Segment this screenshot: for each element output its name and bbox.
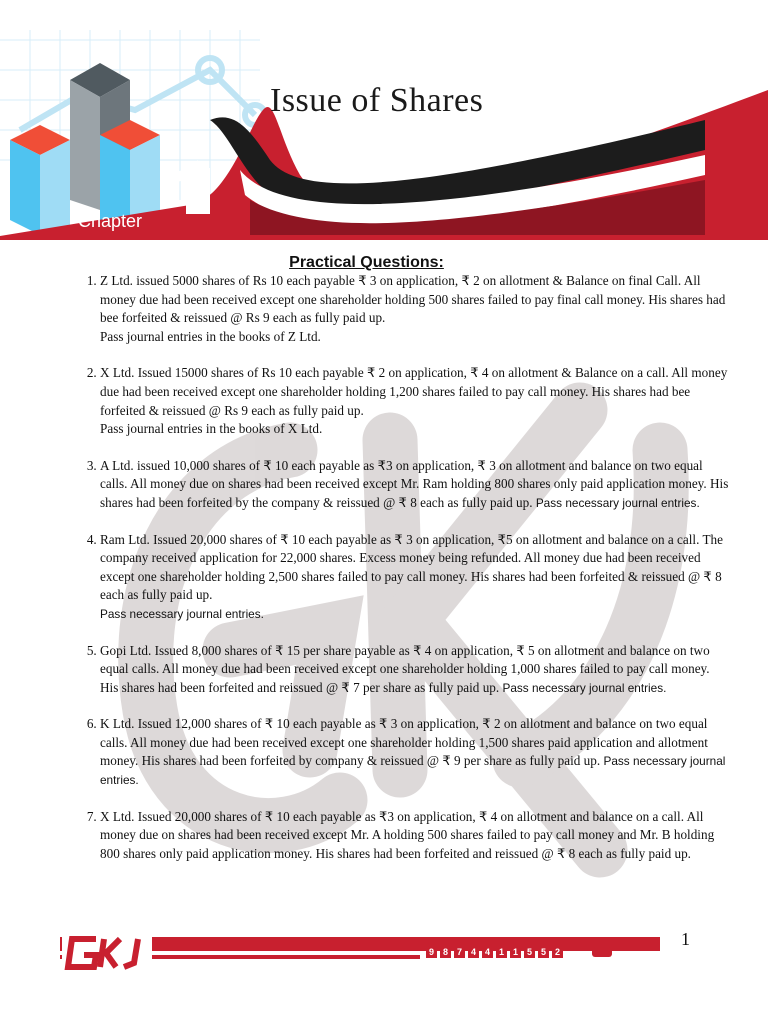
bar-chart-icon xyxy=(10,63,160,235)
phone-digit: 9 xyxy=(426,946,437,958)
section-title: Practical Questions: xyxy=(289,254,444,271)
phone-digit: 2 xyxy=(552,946,563,958)
phone-digit: 8 xyxy=(440,946,451,958)
footer-logo xyxy=(62,933,152,971)
question-text: 1. Z Ltd. issued 5000 shares of Rs 10 each payable ₹ 3 on application, ₹ 2 on allotment & Balance on final Call. All money due had been received except one shareholder holding 500 shares failed to pay final call money. His shares had bee forfeited & reissued @ Rs 9 each as fully paid up. xyxy=(100,273,726,326)
question-instruction: Pass necessary journal entries. xyxy=(535,495,700,510)
phone-number xyxy=(426,946,563,958)
phone-digit: 4 xyxy=(482,946,493,958)
chapter-label: Chapter xyxy=(78,211,143,231)
chapter-title: Issue of Shares xyxy=(270,82,484,119)
phone-digit: 7 xyxy=(454,946,465,958)
question-text: K Ltd. Issued 12,000 shares of ₹ 10 each payable as ₹ 3 on application, ₹ 2 on allotment and balance on two equal calls. All money due had been received except one shareholder holding 1,500 shares paid application and allotment money. His shares had been forfeited by company & reissued @ ₹ 9 per share as fully paid up. xyxy=(100,716,708,769)
phone-icon xyxy=(592,947,612,957)
question-text: Gopi Ltd. Issued 8,000 shares of ₹ 15 per share payable as ₹ 4 on application, ₹ 5 on allotment and balance on two equal calls. All money due had been received except one shareholder holding 1,000 shares failed to pay call money. His shares had been forfeited and reissued @ ₹ 7 per share as fully paid up. xyxy=(100,642,710,695)
question-instruction: Pass necessary journal entries. xyxy=(100,754,726,788)
phone-digit: 5 xyxy=(524,946,535,958)
question-item xyxy=(100,715,730,789)
question-instruction: Pass journal entries in the books of Z Ltd. xyxy=(100,328,321,344)
question-text: A Ltd. issued 10,000 shares of ₹ 10 each payable as ₹3 on application, ₹ 3 on allotment and balance on two equal calls. All money due on shares had been received except Mr. Ram holding 800 shares only paid application money. His shares had been forfeited by the company & reissued @ ₹ 8 each as fully paid up. xyxy=(100,457,729,510)
question-instruction: Pass necessary journal entries. xyxy=(502,680,667,695)
chapter-header-banner xyxy=(0,0,768,250)
phone-digit: 1 xyxy=(510,946,521,958)
question-text: 4. Ram Ltd. Issued 20,000 shares of ₹ 10 each payable as ₹ 3 on application, ₹5 on allotment and balance on a call. The company received application for 22,000 shares. Excess money being refunded. All money due had been received except one shareholder holding 2,500 shares failed to pay call money. His shares had been forfeited & reissued @ ₹ 8 each as fully paid up. xyxy=(100,531,723,603)
phone-digit: 5 xyxy=(538,946,549,958)
phone-digit: 4 xyxy=(468,946,479,958)
footer-band xyxy=(0,925,768,985)
question-instruction: Pass journal entries in the books of X Ltd. xyxy=(100,421,323,437)
question-text: 2. X Ltd. Issued 15000 shares of Rs 10 each payable ₹ 2 on application, ₹ 4 on allotment & Balance on a call. All money due had been received except one shareholder holding 1,200 shares failed to pay call money. His shares had bee forfeited & reissued @ Rs 9 each as fully paid up. xyxy=(100,365,728,418)
question-item xyxy=(100,364,730,438)
question-text: X Ltd. Issued 20,000 shares of ₹ 10 each payable as ₹3 on application, ₹ 4 on allotment and balance on a call. All money due on shares had been received except Mr. A holding 500 shares failed to pay call money and Mr. B holding 800 shares only paid application money. His shares had been forfeited and reissued @ ₹ 8 each as fully paid up. xyxy=(100,808,715,861)
question-item xyxy=(100,457,730,513)
question-item xyxy=(100,531,730,624)
phone-digit: 1 xyxy=(496,946,507,958)
question-list xyxy=(60,272,730,881)
question-item xyxy=(100,642,730,698)
question-instruction: Pass necessary journal entries. xyxy=(100,606,264,621)
question-item xyxy=(100,808,730,864)
question-item xyxy=(100,272,730,346)
page-number: 1 xyxy=(681,929,690,949)
